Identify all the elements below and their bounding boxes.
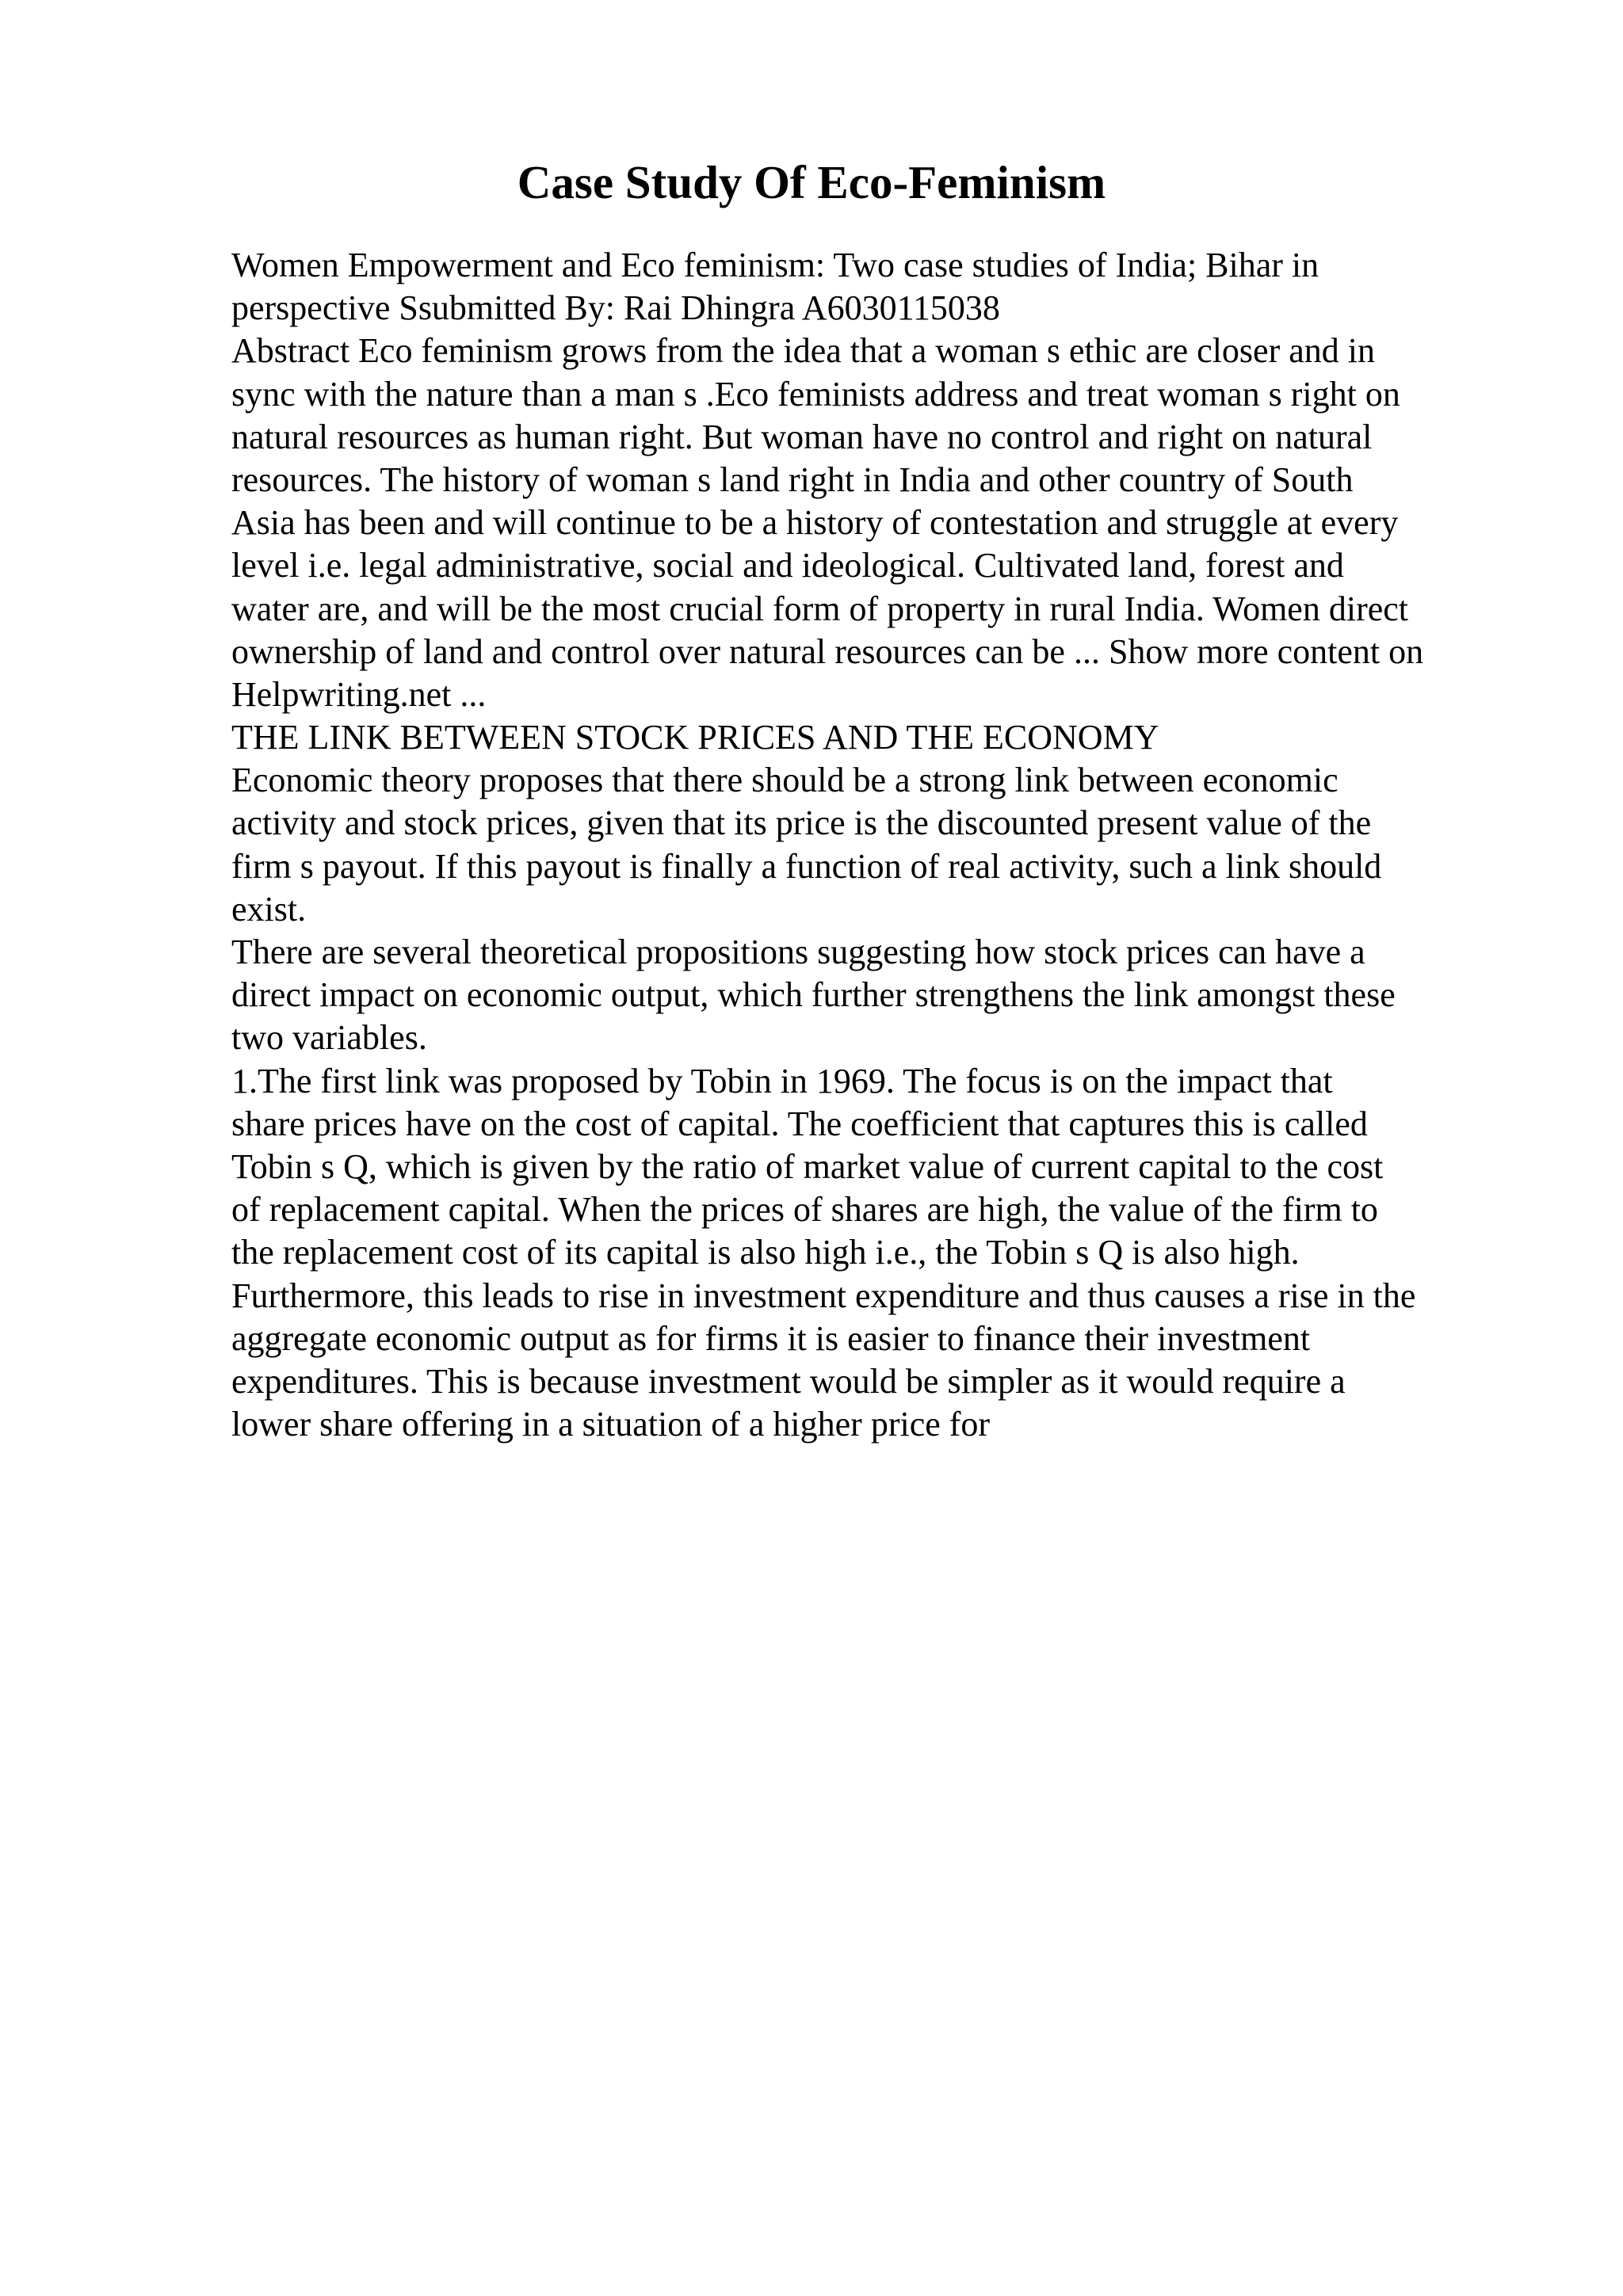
text-line: 1.The first link was proposed by Tobin in 1969. The focus is on the impact that	[231, 1061, 1333, 1100]
text-line: Helpwriting.net ...	[231, 674, 487, 714]
text-line: aggregate economic output as for firms it is easier to finance their investment	[231, 1318, 1311, 1358]
document-body	[231, 244, 1499, 1446]
text-line: water are, and will be the most crucial form of property in rural India. Women direct	[231, 589, 1408, 628]
text-line: activity and stock prices, given that its price is the discounted present value of the	[231, 803, 1372, 843]
text-line: Tobin s Q, which is given by the ratio of market value of current capital to the cost	[231, 1146, 1384, 1186]
text-line: resources. The history of woman s land right in India and other country of South	[231, 460, 1354, 499]
text-line: Economic theory proposes that there should be a strong link between economic	[231, 761, 1338, 800]
text-line: two variables.	[231, 1018, 427, 1058]
text-line: Abstract Eco feminism grows from the idea that a woman s ethic are closer and in	[231, 331, 1375, 371]
document-title: Case Study Of Eco-Feminism	[517, 156, 1106, 208]
text-line: THE LINK BETWEEN STOCK PRICES AND THE ECONOMY	[231, 718, 1159, 757]
text-line: exist.	[231, 889, 307, 929]
text-line: ownership of land and control over natural resources can be ... Show more content on	[231, 631, 1424, 671]
text-line: expenditures. This is because investment would be simpler as it would require a	[231, 1361, 1346, 1401]
text-line: Women Empowerment and Eco feminism: Two case studies of India; Bihar in	[231, 246, 1319, 284]
text-line: sync with the nature than a man s .Eco feminists address and treat woman s right on	[231, 374, 1400, 414]
text-line: Furthermore, this leads to rise in investment expenditure and thus causes a rise in the	[231, 1276, 1416, 1315]
text-line: firm s payout. If this payout is finally a function of real activity, such a link should	[231, 846, 1382, 886]
text-line: lower share offering in a situation of a higher price for	[231, 1405, 991, 1444]
text-line: Asia has been and will continue to be a history of contestation and struggle at every	[231, 503, 1399, 543]
text-line: There are several theoretical propositions suggesting how stock prices can have a	[231, 933, 1365, 971]
text-line: of replacement capital. When the prices of shares are high, the value of the firm to	[231, 1190, 1378, 1230]
text-line: level i.e. legal administrative, social and ideological. Cultivated land, forest and	[231, 546, 1344, 585]
text-line: natural resources as human right. But woman have no control and right on natural	[231, 417, 1373, 456]
text-line: share prices have on the cost of capital. The coefficient that captures this is called	[231, 1104, 1368, 1143]
text-line: direct impact on economic output, which further strengthens the link amongst these	[231, 975, 1396, 1015]
text-line: perspective Ssubmitted By: Rai Dhingra A6030115038	[231, 288, 1000, 328]
text-line: the replacement cost of its capital is also high i.e., the Tobin s Q is also high.	[231, 1233, 1300, 1272]
